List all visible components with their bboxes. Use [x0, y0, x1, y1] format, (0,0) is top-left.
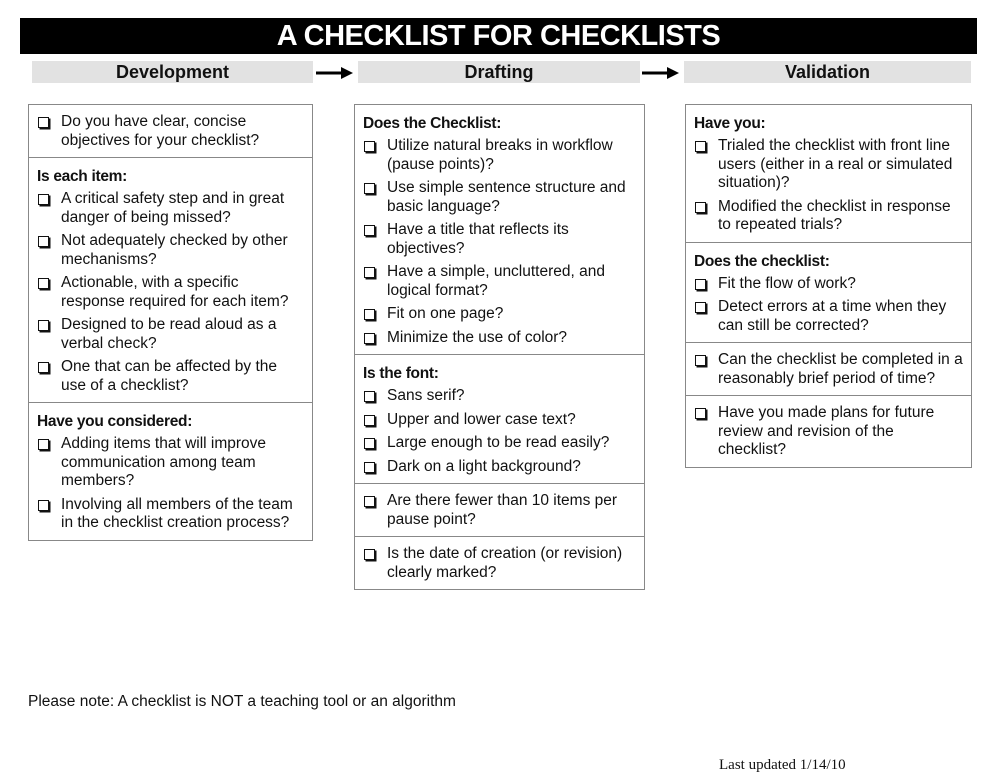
checkbox-icon [695, 408, 706, 419]
footer-note: Please note: A checklist is NOT a teaching tool or an algorithm [28, 693, 456, 710]
drafting-column [354, 104, 645, 590]
development-column [28, 104, 313, 541]
checkbox-icon [364, 333, 375, 344]
checkbox-icon [695, 202, 706, 213]
checklist-item-text: A critical safety step and in great danger of being missed? [61, 190, 285, 226]
section-header: Is the font: [363, 365, 439, 382]
checklist-item [694, 137, 965, 193]
checklist-item-text: Large enough to be read easily? [387, 434, 610, 451]
checklist-section [686, 342, 971, 395]
section-header: Have you considered: [37, 413, 193, 430]
checklist-item [363, 263, 638, 300]
checklist-item [363, 137, 638, 174]
checklist-item [37, 496, 306, 533]
page-title: A CHECKLIST FOR CHECKLISTS [20, 18, 977, 54]
checklist-item-text: Not adequately checked by other mechanisms? [61, 232, 288, 268]
checklist-item [694, 351, 965, 388]
checklist-item-text: Dark on a light background? [387, 457, 581, 475]
checklist-section [355, 105, 644, 354]
checklist-item [363, 434, 638, 453]
checkbox-icon [364, 267, 375, 278]
checklist-item-text: Can the checklist be completed in a reasonably brief period of time? [718, 351, 963, 387]
checklist-item [363, 387, 638, 406]
section-header: Have you: [694, 115, 766, 132]
checkbox-icon [364, 462, 375, 473]
checklist-section [686, 242, 971, 343]
checkbox-icon [364, 415, 375, 426]
checkbox-icon [38, 236, 49, 247]
checklist-item-text: Have a title that reflects its objectives? [387, 221, 569, 257]
checklist-section [686, 105, 971, 242]
checklist-item-text: Do you have clear, concise objectives for your checklist? [61, 113, 260, 149]
checkbox-icon [38, 439, 49, 450]
checkbox-icon [364, 549, 375, 560]
checklist-section [355, 483, 644, 536]
checkbox-icon [364, 225, 375, 236]
checklist-item [694, 298, 965, 335]
checkbox-icon [364, 141, 375, 152]
checklist-item-text: Designed to be read aloud as a verbal check? [61, 316, 277, 352]
checklist-section [29, 105, 312, 157]
arrow-right-icon [315, 64, 355, 82]
checklist-item [363, 305, 638, 324]
checkbox-icon [364, 496, 375, 507]
checklist-item-text: Is the date of creation (or revision) clearly marked? [387, 545, 623, 581]
checklist-section [355, 354, 644, 483]
section-header: Is each item: [37, 168, 128, 185]
validation-column [685, 104, 972, 468]
checklist-item [37, 316, 306, 353]
checkbox-icon [364, 438, 375, 449]
phase-drafting: Drafting [358, 61, 640, 83]
phase-development: Development [32, 61, 313, 83]
checklist-item-text: Fit the flow of work? [718, 274, 856, 292]
checklist-item [363, 458, 638, 477]
phase-validation: Validation [684, 61, 971, 83]
checklist-item [363, 221, 638, 258]
checklist-item-text: Have you made plans for future review and revision of the checklist? [718, 404, 935, 458]
checklist-item-text: Upper and lower case text? [387, 410, 576, 428]
checklist-item [363, 545, 638, 582]
checklist-section [686, 395, 971, 467]
checkbox-icon [364, 309, 375, 320]
checklist-item-text: Modified the checklist in response to repeated trials? [718, 197, 951, 233]
checklist-item [694, 198, 965, 235]
checklist-item-text: Are there fewer than 10 items per pause point? [387, 492, 618, 528]
section-header: Does the checklist: [694, 252, 830, 270]
checkbox-icon [695, 355, 706, 366]
checklist-item-text: Detect errors at a time when they can still be corrected? [718, 298, 947, 334]
checklist-item-text: Utilize natural breaks in workflow (pause points)? [387, 137, 613, 173]
checklist-item [37, 113, 306, 150]
checklist-item-text: Involving all members of the team in the checklist creation process? [61, 495, 293, 531]
checklist-item-text: Use simple sentence structure and basic language? [387, 179, 626, 215]
checklist-section [355, 536, 644, 589]
checkbox-icon [38, 278, 49, 289]
checkbox-icon [695, 279, 706, 290]
last-updated: Last updated 1/14/10 [719, 757, 846, 773]
checkbox-icon [38, 320, 49, 331]
checklist-item [37, 435, 306, 491]
checklist-item-text: Sans serif? [387, 387, 465, 404]
checklist-item [363, 492, 638, 529]
checklist-item [363, 329, 638, 348]
checklist-item [363, 179, 638, 216]
checklist-item [694, 404, 965, 460]
checklist-item-text: Adding items that will improve communication among team members? [61, 435, 267, 489]
checklist-item-text: Have a simple, uncluttered, and logical format? [387, 263, 605, 299]
checklist-item [37, 274, 306, 311]
checklist-item-text: Minimize the use of color? [387, 328, 568, 346]
checklist-item [37, 232, 306, 269]
checkbox-icon [695, 141, 706, 152]
checkbox-icon [38, 117, 49, 128]
checklist-item-text: Trialed the checklist with front line users (either in a real or simulated situation)? [718, 137, 953, 191]
checklist-item [363, 411, 638, 430]
checkbox-icon [38, 362, 49, 373]
arrow-right-icon [641, 64, 681, 82]
checkbox-icon [38, 500, 49, 511]
checklist-item [37, 358, 306, 395]
checklist-section [29, 157, 312, 402]
checklist-item-text: Fit on one page? [387, 305, 504, 322]
checkbox-icon [695, 302, 706, 313]
checklist-item [37, 190, 306, 227]
checklist-section [29, 402, 312, 540]
checkbox-icon [364, 391, 375, 402]
section-header: Does the Checklist: [363, 115, 502, 132]
checklist-item-text: One that can be affected by the use of a checklist? [61, 358, 278, 394]
checklist-item [694, 275, 965, 294]
checklist-item-text: Actionable, with a specific response required for each item? [61, 274, 289, 310]
checkbox-icon [364, 183, 375, 194]
checkbox-icon [38, 194, 49, 205]
